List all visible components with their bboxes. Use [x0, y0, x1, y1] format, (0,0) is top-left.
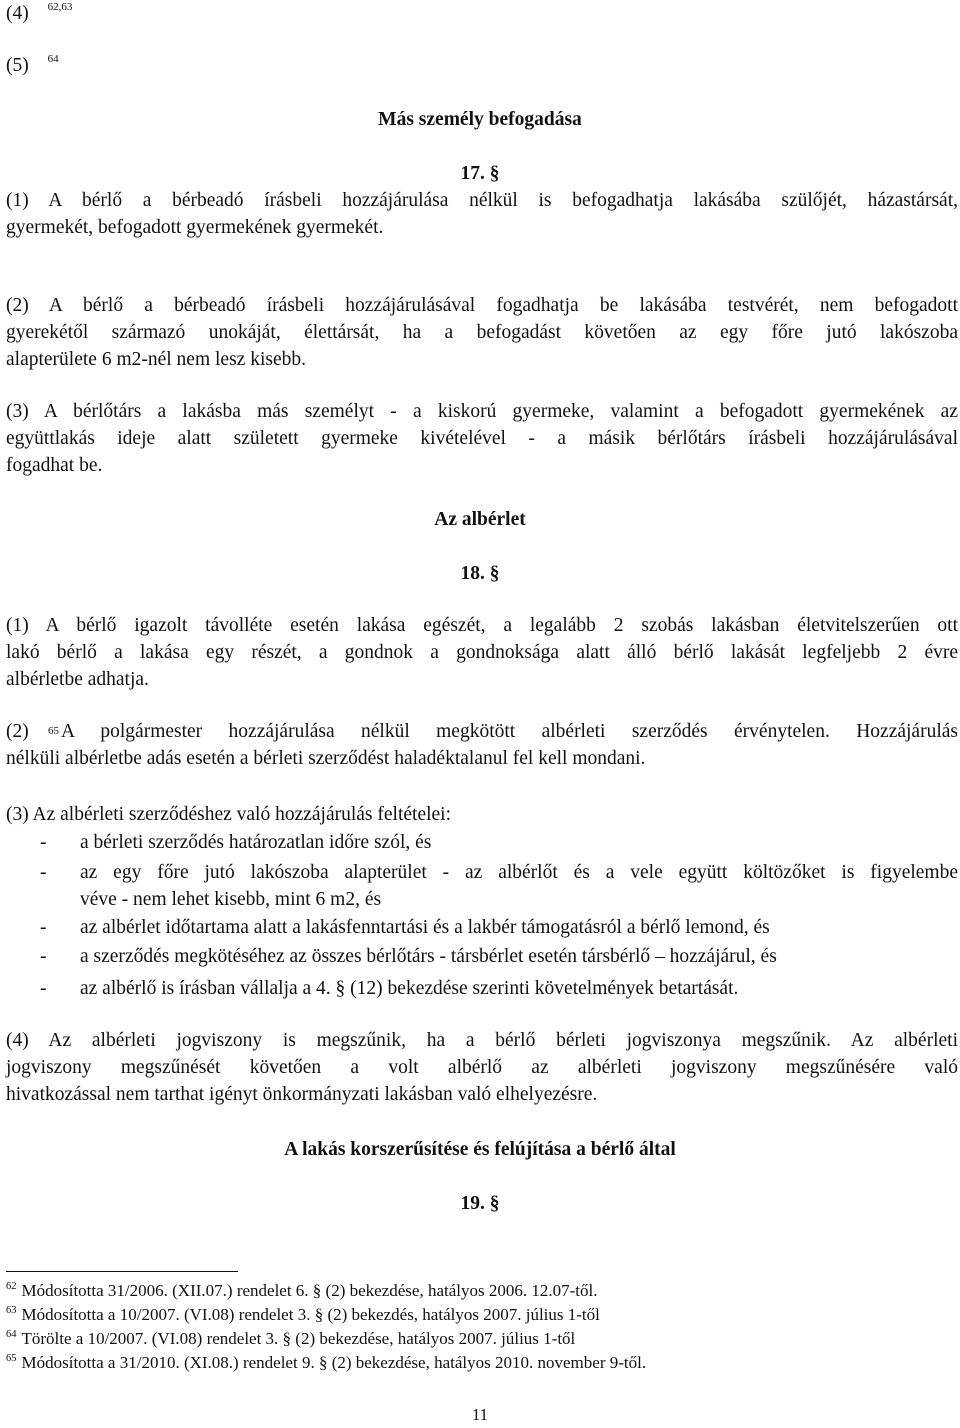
footnote: [6, 1328, 575, 1353]
text-line: (1) A bérlő igazolt távolléte esetén lakása egészét, a legalább 2 szobás lakásban életvitelszerűen ott: [6, 615, 958, 636]
text-line: véve - nem lehet kisebb, mint 6 m2, és: [80, 889, 382, 910]
footnote-text: Módosította a 10/2007. (VI.08) rendelet 3. § (2) bekezdés, hatályos 2007. július 1-től: [21, 1305, 600, 1324]
page-number: 11: [471, 1405, 489, 1424]
text-line: A polgármester hozzájárulása nélkül megkötött albérleti szerződés érvénytelen. Hozzájárulás: [61, 721, 958, 742]
text-line: az albérlet időtartama alatt a lakásfenntartási és a lakbér támogatásról a bérlő lemond, és: [80, 917, 770, 938]
section-19-number: 19. §: [460, 1193, 500, 1214]
footnote-text: Módosította 31/2006. (XII.07.) rendelet 6. § (2) bekezdése, hatályos 2006. 12.07-től.: [21, 1281, 598, 1300]
section-18-title: Az albérlet: [434, 509, 526, 530]
footnote: [6, 1352, 646, 1377]
section-19-title: A lakás korszerűsítése és felújítása a bérlő által: [284, 1139, 676, 1160]
footnote: [6, 1280, 597, 1305]
footnote-divider: [6, 1271, 238, 1272]
footnote-number: 65: [6, 1353, 17, 1364]
section-18-paragraph-4: [6, 1027, 958, 1108]
footnote-text: Törölte a 10/2007. (VI.08) rendelet 3. § (2) bekezdése, hatályos 2007. július 1-től: [21, 1329, 576, 1348]
list-bullet: -: [40, 978, 47, 999]
footnote-number: 64: [6, 1329, 17, 1340]
text-line: jogviszony megszűnését követően a volt albérlő az albérleti jogviszony megszűnésére való: [6, 1057, 958, 1078]
footnote-number: 63: [6, 1305, 17, 1316]
footnote-number: 62: [6, 1281, 17, 1292]
item-4-footnote-ref: 62,63: [47, 1, 73, 13]
text-line: fogadhat be.: [6, 455, 103, 476]
section-18-number: 18. §: [460, 563, 500, 584]
section-18-paragraph-1: [6, 612, 958, 693]
section-17-paragraph-2: [6, 292, 958, 373]
text-line: alapterülete 6 m2-nél nem lesz kisebb.: [6, 349, 306, 370]
text-line: lakó bérlő a lakása egy részét, a gondnok a gondnoksága alatt álló bérlő lakását legfeljebb 2 évre: [6, 642, 958, 663]
text-line: (1) A bérlő a bérbeadó írásbeli hozzájárulása nélkül is befogadhatja lakásába szülőjét, házastársát,: [6, 190, 958, 211]
section-17-number: 17. §: [460, 163, 500, 184]
list-bullet: -: [40, 862, 47, 883]
paragraph-2-footnote-ref: 65: [48, 725, 59, 737]
section-17-title: Más személy befogadása: [378, 109, 582, 130]
text-line: gyermekét, befogadott gyermekének gyermekét.: [6, 217, 384, 238]
text-line: nélküli albérletbe adás esetén a bérleti szerződést haladéktalanul fel kell mondani.: [6, 748, 646, 769]
text-line: hivatkozással nem tarthat igényt önkormányzati lakásban való elhelyezésre.: [6, 1084, 598, 1105]
section-17-paragraph-1: [6, 187, 958, 241]
list-bullet: -: [40, 832, 47, 853]
item-4-label: (4): [6, 3, 29, 24]
section-17-paragraph-3: [6, 398, 958, 479]
text-line: (2) A bérlő a bérbeadó írásbeli hozzájárulásával fogadhatja be lakásába testvérét, nem befogadott: [6, 295, 958, 316]
text-line: az egy főre jutó lakószoba alapterület - az albérlőt és a vele együtt költözőket is figyelembe: [80, 862, 958, 883]
item-4: [6, 0, 72, 30]
text-line: (4) Az albérleti jogviszony is megszűnik, ha a bérlő bérleti jogviszonya megszűnik. Az albérleti: [6, 1030, 958, 1051]
text-line: albérletbe adhatja.: [6, 669, 149, 690]
footnote: [6, 1304, 600, 1329]
footnote-text: Módosította a 31/2010. (XI.08.) rendelet 9. § (2) bekezdése, hatályos 2010. november 9-től.: [21, 1353, 647, 1372]
section-18-paragraph-2-label: (2): [6, 721, 29, 742]
text-line: gyerekétől származó unokáját, élettársát, ha a befogadást követően az egy főre jutó lakószoba: [6, 322, 958, 343]
item-5: [6, 52, 59, 82]
text-line: az albérlő is írásban vállalja a 4. § (12) bekezdése szerinti követelmények betartását.: [80, 978, 739, 999]
section-18-paragraph-3-intro: (3) Az albérleti szerződéshez való hozzájárulás feltételei:: [6, 804, 452, 825]
list-bullet: -: [40, 917, 47, 938]
section-18-paragraph-2-cont: [6, 745, 958, 772]
text-line: együttlakás ideje alatt született gyermeke kivételével - a másik bérlőtárs írásbeli hozzájárulásával: [6, 428, 958, 449]
text-line: a bérleti szerződés határozatlan időre szól, és: [80, 832, 432, 853]
text-line: (3) A bérlőtárs a lakásba más személyt - a kiskorú gyermeke, valamint a befogadott gyermekének az: [6, 401, 958, 422]
item-5-label: (5): [6, 55, 29, 76]
list-bullet: -: [40, 946, 47, 967]
section-18-paragraph-2: [61, 718, 958, 745]
text-line: a szerződés megkötéséhez az összes bérlőtárs - társbérlet esetén társbérlő – hozzájárul, és: [80, 946, 777, 967]
item-5-footnote-ref: 64: [47, 53, 59, 65]
